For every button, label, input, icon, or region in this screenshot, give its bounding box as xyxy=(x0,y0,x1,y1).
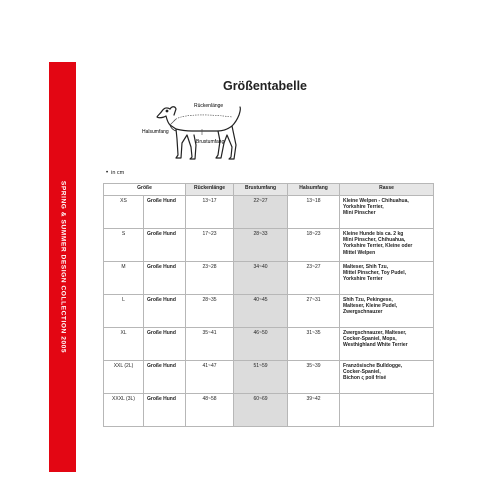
header-back-length: Rückenlänge xyxy=(186,184,234,196)
neck-girth-cell: 13~18 xyxy=(288,196,340,229)
back-length-cell: 48~58 xyxy=(186,394,234,427)
breed-cell xyxy=(340,295,434,328)
header-neck-girth: Halsumfang xyxy=(288,184,340,196)
back-length-cell: 13~17 xyxy=(186,196,234,229)
breed-line: Mittel Welpen xyxy=(343,249,376,256)
table-row xyxy=(104,361,434,394)
chest-girth-cell: 51~59 xyxy=(234,361,288,394)
breed-line: Mittel Pinscher, Toy Pudel, xyxy=(343,270,406,277)
breed-line: Kleine Hunde bis ca. 2 kg xyxy=(343,231,404,237)
breed-line: Kleine Welpen - Chihuahua, xyxy=(343,198,409,204)
table-row xyxy=(104,394,434,427)
breed-cell xyxy=(340,196,434,229)
breed-cell xyxy=(340,361,434,394)
dog-measurement-diagram xyxy=(140,95,260,170)
chest-girth-cell: 34~40 xyxy=(234,262,288,295)
side-banner xyxy=(49,62,76,472)
breed-line: Zwergschnauzer xyxy=(343,309,383,316)
breed-line: Yorkshire Terrier, xyxy=(343,204,384,211)
size-cell: S xyxy=(104,229,144,262)
table-row xyxy=(104,196,434,229)
table-row xyxy=(104,262,434,295)
size-cell: XS xyxy=(104,196,144,229)
chest-girth-cell: 22~27 xyxy=(234,196,288,229)
breed-cell xyxy=(340,262,434,295)
breed-cell xyxy=(340,229,434,262)
breed-line: Malteser, Shih Tzu, xyxy=(343,264,389,270)
size-cell: XXL (2L) xyxy=(104,361,144,394)
back-length-cell: 17~23 xyxy=(186,229,234,262)
size-cell: XL xyxy=(104,328,144,361)
breed-line: Bichon ς poil frisé xyxy=(343,375,387,382)
table-row xyxy=(104,328,434,361)
breed-line: Französische Bulldogge, xyxy=(343,363,403,369)
dog-type-cell: Große Hund xyxy=(144,229,186,262)
neck-girth-cell: 35~39 xyxy=(288,361,340,394)
breed-line: Yorkshire Terrier, Kleine oder xyxy=(343,243,413,250)
dog-type-cell: Große Hund xyxy=(144,361,186,394)
side-banner-text: SPRING & SUMMER DESIGN COLLECTION 2005 xyxy=(59,180,66,354)
dog-type-cell: Große Hund xyxy=(144,394,186,427)
breed-line: Westhighland White Terrier xyxy=(343,342,408,349)
neck-girth-cell: 27~31 xyxy=(288,295,340,328)
neck-girth-label: Halsumfang xyxy=(142,129,169,135)
breed-line: Cocker-Spaniel, Mops, xyxy=(343,336,397,343)
back-length-cell: 41~47 xyxy=(186,361,234,394)
size-cell: M xyxy=(104,262,144,295)
chest-girth-cell: 40~45 xyxy=(234,295,288,328)
back-length-cell: 35~41 xyxy=(186,328,234,361)
size-cell: L xyxy=(104,295,144,328)
dog-type-cell: Große Hund xyxy=(144,295,186,328)
measure-lines xyxy=(170,115,232,135)
breed-line: Yorkshire Terrier xyxy=(343,276,383,283)
chest-girth-cell: 28~33 xyxy=(234,229,288,262)
page-title: Größentabelle xyxy=(222,79,308,93)
breed-line: Zwergschnauzer, Malteser, xyxy=(343,330,407,336)
breed-line: Shih Tzu, Pekingese, xyxy=(343,297,393,303)
header-breed: Rasse xyxy=(340,184,434,196)
header-size: Größe xyxy=(104,184,186,196)
table-header-row xyxy=(104,184,434,196)
size-cell: XXXL (3L) xyxy=(104,394,144,427)
table-body xyxy=(104,196,434,427)
breed-line: Malteser, Kleine Pudel, xyxy=(343,303,398,310)
dog-type-cell: Große Hund xyxy=(144,196,186,229)
chest-girth-cell: 60~69 xyxy=(234,394,288,427)
back-length-label: Rückenlänge xyxy=(194,103,224,109)
back-length-cell: 28~35 xyxy=(186,295,234,328)
size-table xyxy=(103,183,434,427)
table-row xyxy=(104,229,434,262)
neck-girth-cell: 31~35 xyxy=(288,328,340,361)
chest-girth-cell: 46~50 xyxy=(234,328,288,361)
dog-type-cell: Große Hund xyxy=(144,328,186,361)
neck-girth-cell: 23~27 xyxy=(288,262,340,295)
back-length-cell: 23~28 xyxy=(186,262,234,295)
header-chest-girth: Brustumfang xyxy=(234,184,288,196)
breed-line: Cocker-Spaniel, xyxy=(343,369,381,376)
table-row xyxy=(104,295,434,328)
neck-girth-cell: 39~42 xyxy=(288,394,340,427)
dog-type-cell: Große Hund xyxy=(144,262,186,295)
unit-note-text: in cm xyxy=(111,170,125,176)
bullet-icon: • xyxy=(106,170,109,176)
unit-note xyxy=(106,170,124,176)
neck-girth-cell: 18~23 xyxy=(288,229,340,262)
dog-silhouette-icon xyxy=(157,107,240,159)
chest-girth-label: Brustumfang xyxy=(196,139,225,145)
breed-cell xyxy=(340,328,434,361)
breed-line: Mini Pinscher, Chihuahua, xyxy=(343,237,406,244)
breed-cell xyxy=(340,394,434,427)
breed-line: Mini Pinscher xyxy=(343,210,376,217)
